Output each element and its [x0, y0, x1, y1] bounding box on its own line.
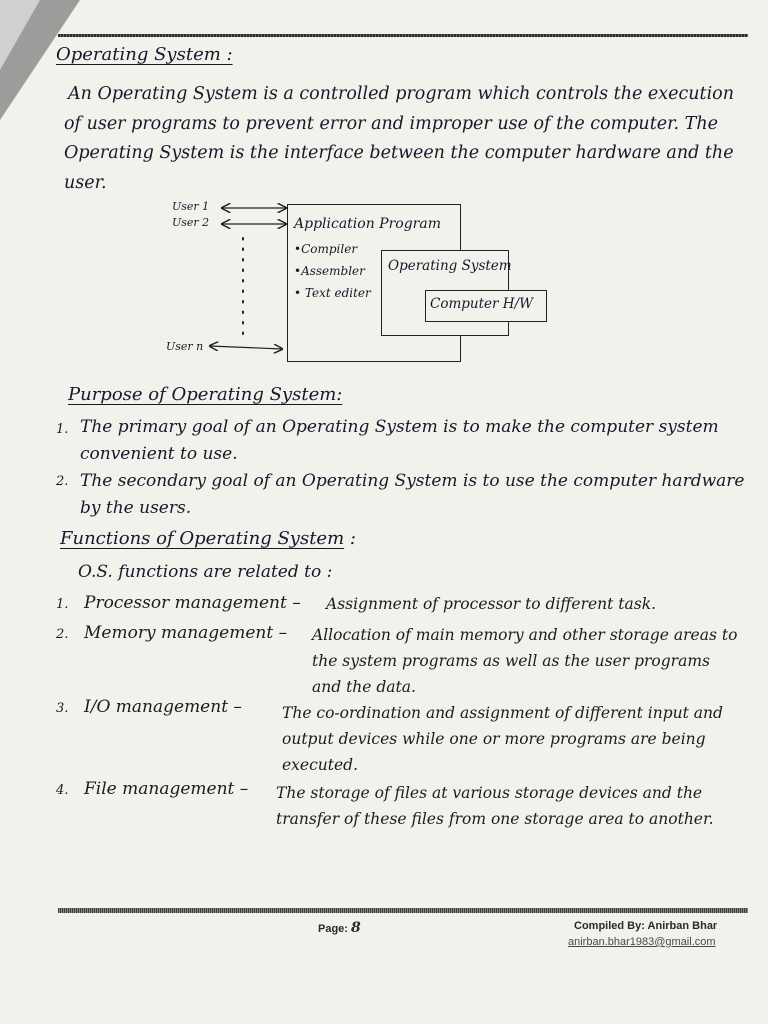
- purpose-item-2: The secondary goal of an Operating System is to use the computer hardware by the users.: [80, 471, 745, 518]
- function-desc-2: Allocation of main memory and other storage areas to the system programs as well as the user programs and the data.: [312, 626, 738, 696]
- function-label-2: Memory management –: [84, 623, 288, 643]
- app-item-assembler: •Assembler: [294, 264, 365, 278]
- heading-functions-wrap: [60, 528, 356, 549]
- bottom-rule: [58, 908, 748, 913]
- computer-hw-label: Computer H/W: [430, 296, 533, 312]
- function-num-3: 3.: [56, 701, 69, 716]
- function-num-1: 1.: [56, 597, 69, 612]
- user-1-label: User 1: [172, 200, 210, 213]
- purpose-item-1: The primary goal of an Operating System is to make the computer system convenient to use.: [80, 417, 719, 464]
- function-desc-4: The storage of files at various storage devices and the transfer of these files from one storage area to another.: [276, 784, 714, 828]
- heading-purpose: Purpose of Operating System:: [68, 384, 343, 405]
- function-num-2: 2.: [56, 627, 69, 642]
- purpose-num-1: 1.: [56, 422, 69, 437]
- function-label-3: I/O management –: [84, 697, 242, 717]
- operating-system-label: Operating System: [388, 258, 512, 274]
- heading-functions: Functions of Operating System: [60, 528, 345, 549]
- purpose-num-2: 2.: [56, 474, 69, 489]
- app-item-compiler: •Compiler: [294, 242, 358, 256]
- footer-compiled-by: Compiled By: Anirban Bhar: [574, 920, 718, 932]
- footer-page-number: 8: [351, 920, 361, 936]
- footer-email[interactable]: anirban.bhar1983@gmail.com: [568, 936, 716, 948]
- function-desc-3: The co-ordination and assignment of different input and output devices while one or more programs are being executed.: [282, 704, 723, 774]
- functions-intro: O.S. functions are related to :: [78, 562, 333, 582]
- heading-functions-colon: :: [349, 528, 356, 549]
- heading-operating-system: Operating System :: [56, 44, 233, 65]
- intro-paragraph: An Operating System is a controlled program which controls the execution of user programs to prevent error and improper use of the computer. The Operating System is the interface between the computer hardware and the user.: [64, 84, 734, 193]
- application-program-title: Application Program: [294, 216, 441, 232]
- app-item-text-editor: • Text editer: [294, 286, 371, 300]
- user-n-label: User n: [166, 340, 204, 353]
- function-label-1: Processor management –: [84, 593, 301, 613]
- user-2-label: User 2: [172, 216, 210, 229]
- footer-page-label: Page:: [318, 923, 348, 935]
- function-desc-1: Assignment of processor to different task.: [326, 595, 657, 613]
- footer-page: [318, 920, 361, 936]
- function-num-4: 4.: [56, 783, 69, 798]
- function-label-4: File management –: [84, 779, 249, 799]
- arrow-usern: [210, 346, 282, 349]
